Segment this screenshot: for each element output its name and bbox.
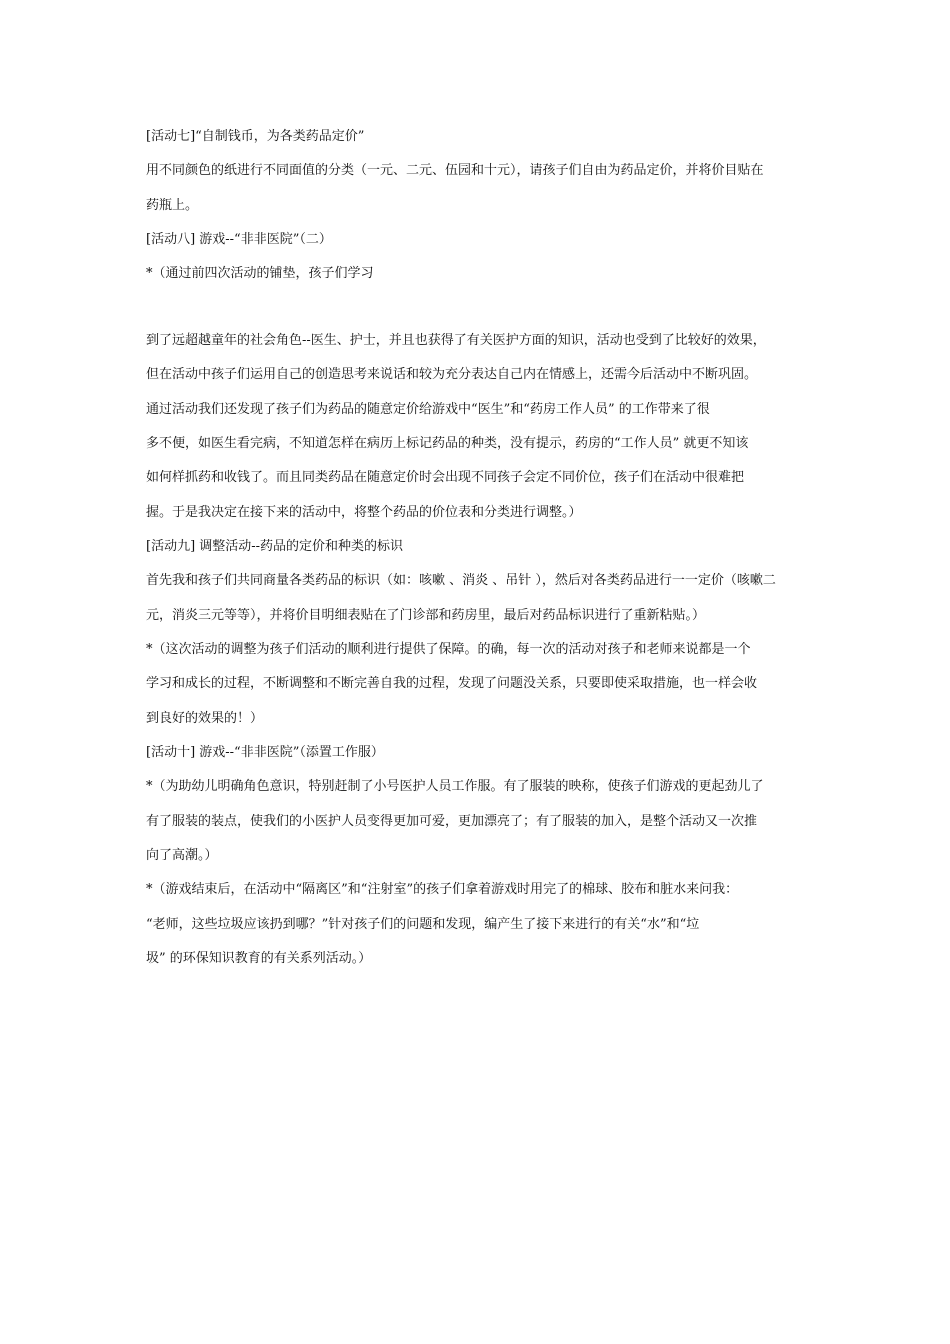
paragraph-line: *（游戏结束后，在活动中“隔离区”和“注射室”的孩子们拿着游戏时用完了的棉球、胶布和脏水来问我： [146,882,739,897]
paragraph-line: 向了高潮。） [146,848,218,863]
paragraph-line: *（这次活动的调整为孩子们活动的顺利进行提供了保障。的确，每一次的活动对孩子和老师来说都是一个 [146,642,751,657]
activity-7-heading: [活动七]“自制钱币，为各类药品定价” [146,129,365,144]
paragraph-line: “老师，这些垃圾应该扔到哪？”针对孩子们的问题和发现，编产生了接下来进行的有关“水”和“垃 [146,917,700,932]
activity-9-heading: [活动九] 调整活动--药品的定价和种类的标识 [146,539,404,554]
paragraph-line: 用不同颜色的纸进行不同面值的分类（一元、二元、伍园和十元），请孩子们自由为药品定价，并将价目贴在 [146,163,764,178]
paragraph-line: 首先我和孩子们共同商量各类药品的标识（如：咳嗽 、消炎 、吊针 ），然后对各类药品进行一一定价（咳嗽二 [146,573,776,588]
paragraph-line: 有了服装的装点，使我们的小医护人员变得更加可爱，更加漂亮了；有了服装的加入，是整个活动又一次推 [146,814,758,829]
paragraph-line: 但在活动中孩子们运用自己的创造思考来说话和较为充分表达自己内在情感上，还需今后活动中不断巩固。 [146,367,758,382]
paragraph-line: 学习和成长的过程，不断调整和不断完善自我的过程，发现了问题没关系，只要即使采取措施，也一样会收 [146,676,758,691]
paragraph-line: *（为助幼儿明确角色意识，特别赶制了小号医护人员工作服。有了服装的映称，使孩子们游戏的更起劲儿了 [146,779,764,794]
paragraph-line: 到了远超越童年的社会角色--医生、护士，并且也获得了有关医护方面的知识，活动也受到了比较好的效果， [146,333,766,348]
paragraph-line: 通过活动我们还发现了孩子们为药品的随意定价给游戏中“医生”和“药房工作人员” 的工作带来了很 [146,402,710,417]
paragraph-line: 到良好的效果的！） [146,711,264,726]
paragraph-line: 药瓶上。 [146,198,199,213]
activity-10-heading: [活动十] 游戏--“非非医院”（添置工作服） [146,745,384,760]
paragraph-line: 元，消炎三元等等），并将价目明细表贴在了门诊部和药房里，最后对药品标识进行了重新粘贴。） [146,608,706,623]
activity-8-heading: [活动八] 游戏--“非非医院”（二） [146,232,332,247]
paragraph-line: 圾” 的环保知识教育的有关系列活动。） [146,951,372,966]
paragraph-line: 如何样抓药和收钱了。而且同类药品在随意定价时会出现不同孩子会定不同价位，孩子们在活动中很难把 [146,470,745,485]
paragraph-line: *（通过前四次活动的铺垫，孩子们学习 [146,266,374,281]
paragraph-line: 握。于是我决定在接下来的活动中，将整个药品的价位表和分类进行调整。） [146,505,582,520]
paragraph-line: 多不便，如医生看完病，不知道怎样在病历上标记药品的种类，没有提示，药房的“工作人员” 就更不知该 [146,436,749,451]
